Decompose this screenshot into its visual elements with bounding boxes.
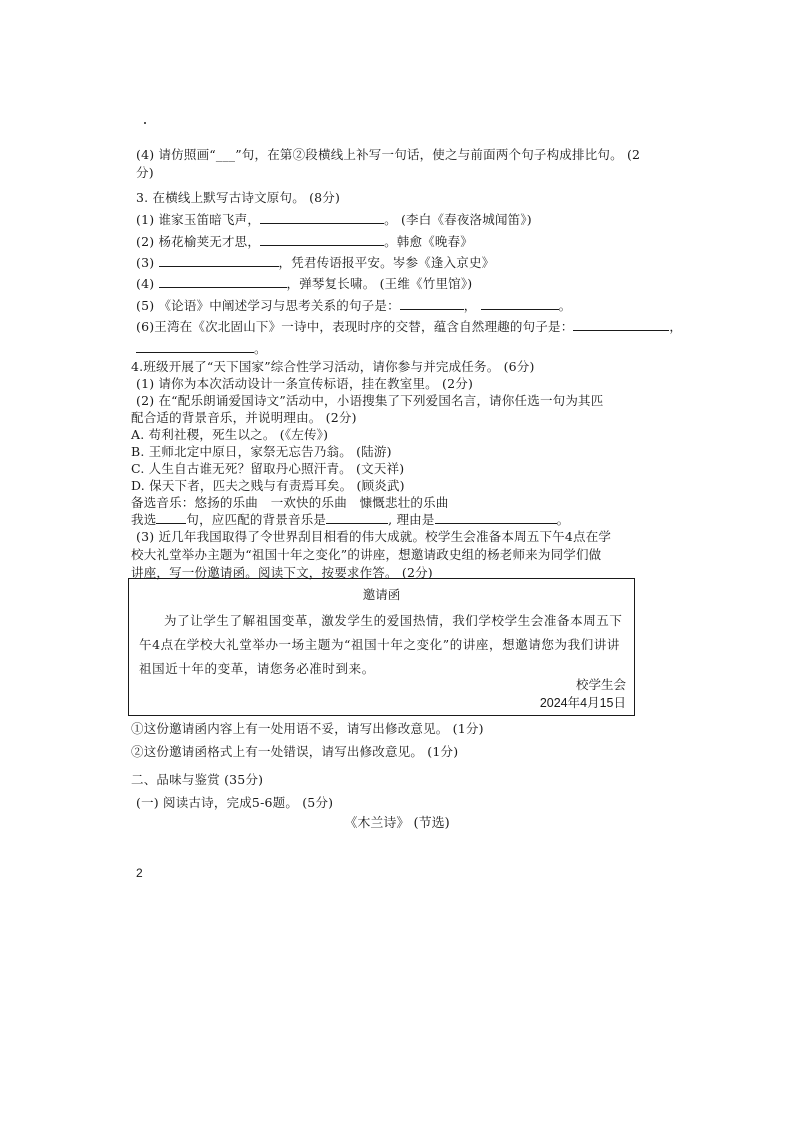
- answer-blank[interactable]: [481, 297, 559, 310]
- q4-option-a: A. 苟利社稷，死生以之。 (《左传》): [131, 427, 329, 442]
- letter-date: 2024年4月15日: [539, 696, 626, 710]
- q4-p3b: 校大礼堂举办主题为“祖国十年之变化”的讲座，想邀请政史组的杨老师来为同学们做: [131, 547, 602, 562]
- q3-item-6: (6)王湾在《次北固山下》一诗中，表现时序的交替，蕴含自然理趣的句子是： ，: [136, 319, 683, 334]
- q4-title: 4.班级开展了“天下国家”综合性学习活动，请你参与并完成任务。 (6分): [131, 359, 535, 374]
- q4-sub-2: ②这份邀请函格式上有一处错误，请写出修改意见。 (1分): [131, 744, 459, 759]
- section2-title: 二、品味与鉴赏 (35分): [131, 772, 264, 787]
- poem-title: 《木兰诗》 (节选): [344, 816, 450, 831]
- q3-item-1: (1) 谁家玉笛暗飞声， 。 (李白《春夜洛城闻笛》): [136, 212, 532, 227]
- q3-item-3: (3) ，凭君传语报平安。岑参《逢入京史》: [136, 255, 495, 270]
- answer-blank[interactable]: [260, 233, 384, 246]
- letter-body: 为了让学生了解祖国变革，激发学生的爱国热情，我们学校学生会准备本周五下午4点在学校大礼堂举办一场主题为“祖国十年之变化”的讲座，想邀请您为我们讲讲祖国近十年的变革，请您务必准时到来。: [139, 613, 623, 676]
- q3-item-4: (4) ，弹琴复长啸。 (王维《竹里馆》): [136, 276, 473, 291]
- answer-blank[interactable]: [159, 275, 287, 288]
- q4-p3c: 讲座，写一份邀请函。阅读下文，按要求作答。 (2分): [131, 565, 433, 580]
- answer-blank[interactable]: [136, 340, 254, 353]
- q4-sub-1: ①这份邀请函内容上有一处用语不妥，请写出修改意见。 (1分): [131, 721, 484, 736]
- q4-p1: (1) 请你为本次活动设计一条宣传标语，挂在教室里。 (2分): [136, 376, 474, 391]
- answer-blank[interactable]: [400, 297, 464, 310]
- answer-blank[interactable]: [573, 318, 669, 331]
- q4-option-c: C. 人生自古谁无死？留取丹心照汗青。 (文天祥): [131, 461, 405, 476]
- answer-blank[interactable]: [260, 211, 384, 224]
- q2-4-cont: 分): [136, 165, 154, 180]
- q4-p3a: (3) 近几年我国取得了令世界刮目相看的伟大成就。校学生会准备本周五下午4点在学: [136, 529, 612, 544]
- answer-blank[interactable]: [435, 511, 557, 524]
- letter-signature: 校学生会: [575, 677, 626, 692]
- q3-title: 3. 在横线上默写古诗文原句。 (8分): [136, 190, 341, 205]
- q3-item-6-cont: 。: [136, 340, 267, 358]
- q4-answer-line: 我选 句，应匹配的背景音乐是 , 理由是 。: [131, 512, 570, 527]
- scan-speck: [144, 122, 146, 124]
- page-number: 2: [136, 866, 143, 880]
- letter-title: 邀请函: [362, 587, 401, 602]
- q2-4-line: (4) 请仿照画“___”句，在第②段横线上补写一句话，使之与前面两个句子构成排比句。 (2: [136, 147, 641, 162]
- answer-blank[interactable]: [326, 511, 388, 524]
- answer-blank[interactable]: [159, 254, 279, 267]
- answer-blank[interactable]: [156, 511, 186, 524]
- q4-p2a: (2) 在“配乐朗诵爱国诗文”活动中，小语搜集了下列爱国名言，请你任选一句为其匹: [136, 393, 604, 408]
- q4-option-b: B. 王师北定中原日，家祭无忘告乃翁。 (陆游): [131, 444, 392, 459]
- invitation-letter-box: [128, 578, 635, 716]
- q3-item-5: (5) 《论语》中阐述学习与思考关系的句子是： ， 。: [136, 298, 572, 313]
- section2-sub: (一) 阅读古诗，完成5-6题。 (5分): [136, 795, 334, 810]
- q4-p2b: 配合适的背景音乐，并说明理由。 (2分): [131, 410, 357, 425]
- q3-item-2: (2) 杨花榆荚无才思， 。韩愈《晚春》: [136, 234, 473, 249]
- q4-option-d: D. 保天下者，匹夫之贱与有责焉耳矣。 (顾炎武): [131, 478, 405, 493]
- q4-music: 备选音乐：悠扬的乐曲 一欢快的乐曲 慷慨悲壮的乐曲: [131, 495, 449, 510]
